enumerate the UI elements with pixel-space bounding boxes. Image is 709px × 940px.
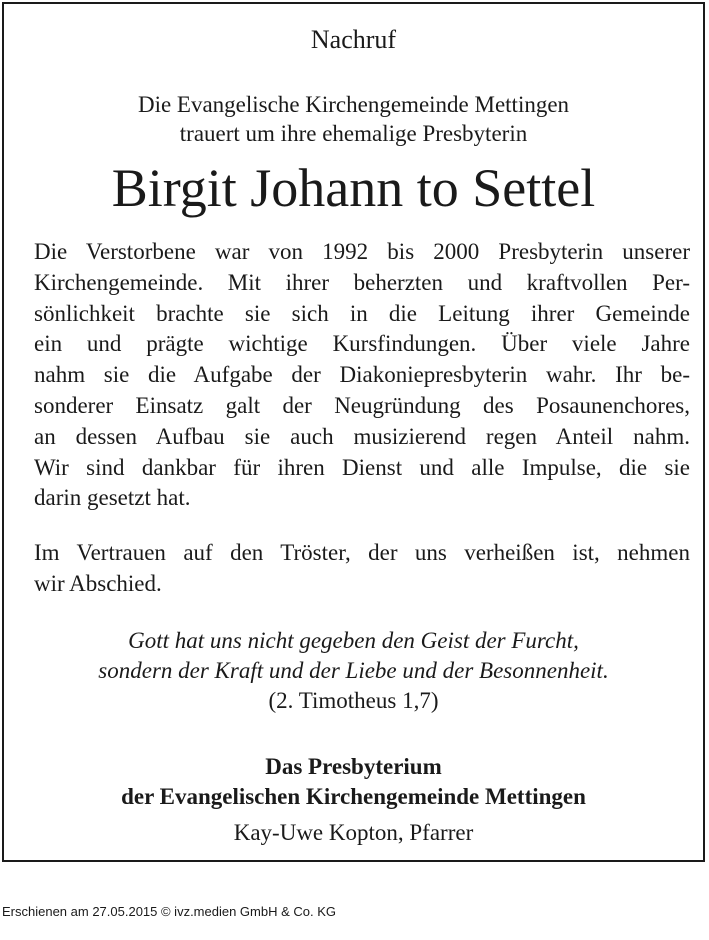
pastor-name: Kay-Uwe Kopton, Pfarrer (233, 820, 474, 845)
tribute-line: sönlichkeit brachte sie sich in die Leitung ihrer Gemeinde (34, 300, 690, 326)
tribute-line: Die Verstorbene war von 1992 bis 2000 Presbyterin unserer (34, 239, 690, 264)
publication-footer: Erschienen am 27.05.2015 © ivz.medien GmbH & Co. KG (2, 904, 337, 919)
signature-line-1: Das Presbyterium (265, 754, 442, 779)
farewell-line: Im Vertrauen auf den Tröster, der uns verheißen ist, nehmen (34, 540, 690, 565)
quote-reference: (2. Timotheus 1,7) (268, 688, 439, 713)
tribute-line: Wir sind dankbar für ihren Dienst und alle Impulse, die sie (34, 454, 690, 480)
tribute-line: nahm sie die Aufgabe der Diakoniepresbyterin wahr. Ihr be- (34, 362, 690, 388)
signature-line-2: der Evangelischen Kirchengemeinde Mettingen (121, 784, 586, 809)
tribute-paragraph (34, 237, 690, 514)
signature-block (4, 752, 703, 848)
intro-line-1: Die Evangelische Kirchengemeinde Mettingen (137, 92, 570, 117)
intro-text (4, 90, 703, 148)
bible-quote (4, 626, 703, 716)
tribute-line: darin gesetzt hat. (34, 485, 191, 511)
obituary-frame (2, 2, 705, 862)
tribute-line: sonderer Einsatz galt der Neugründung des Posaunenchores, (34, 392, 690, 418)
farewell-line: wir Abschied. (34, 570, 162, 596)
farewell-paragraph (34, 538, 690, 600)
tribute-line: Kirchengemeinde. Mit ihrer beherzten und kraftvollen Per- (34, 269, 690, 295)
quote-line-1: Gott hat uns nicht gegeben den Geist der Furcht, (128, 628, 579, 653)
deceased-name: Birgit Johann to Settel (111, 158, 596, 218)
intro-line-2: trauert um ihre ehemalige Presbyterin (179, 121, 528, 146)
obituary-heading: Nachruf (310, 25, 397, 54)
tribute-line: ein und prägte wichtige Kursfindungen. Über viele Jahre (34, 331, 690, 357)
quote-line-2: sondern der Kraft und der Liebe und der Besonnenheit. (98, 658, 609, 683)
tribute-line: an dessen Aufbau sie auch musizierend regen Anteil nahm. (34, 423, 690, 449)
